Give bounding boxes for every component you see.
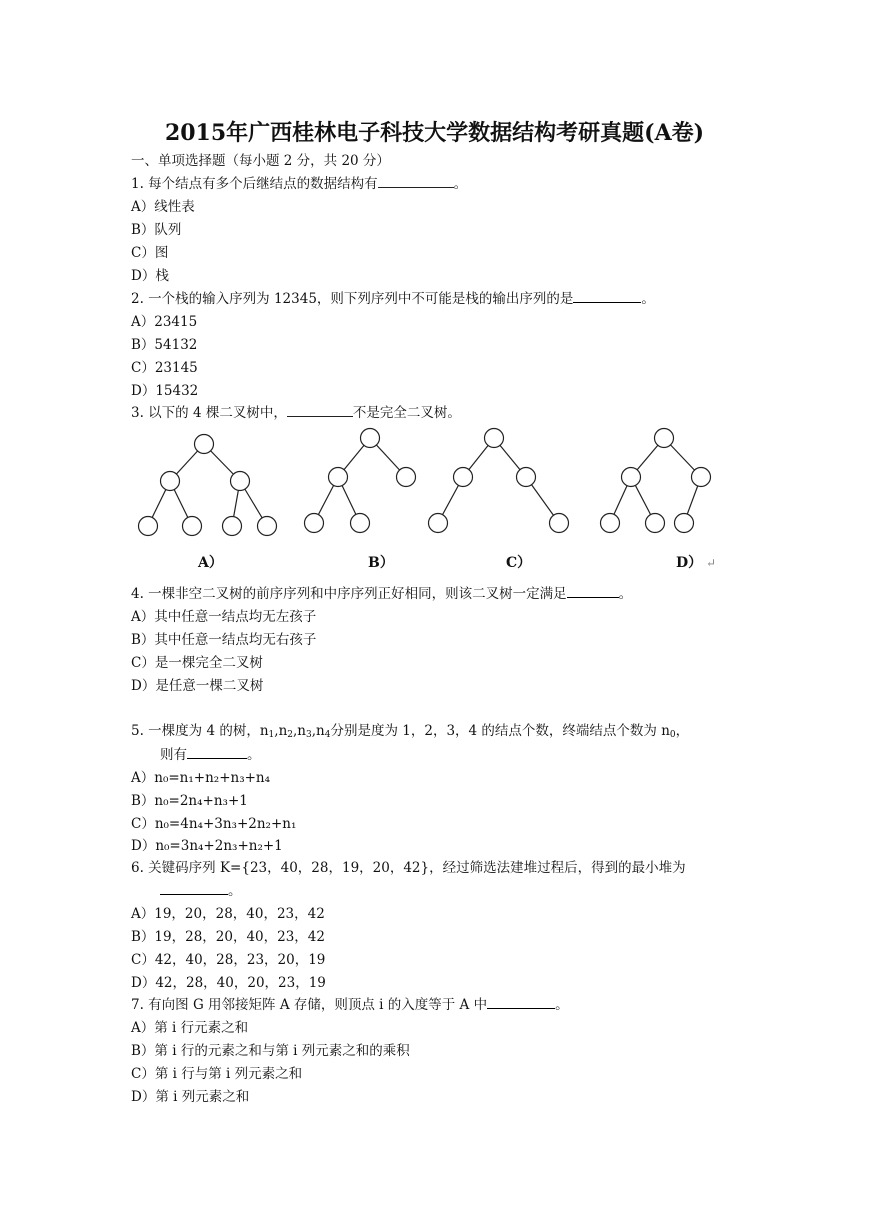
answer-blank	[573, 290, 641, 303]
tree-node	[223, 517, 242, 536]
option-a: A）n₀=n₁+n₂+n₃+n₄	[131, 770, 271, 786]
answer-blank	[187, 746, 247, 759]
tree-node	[655, 429, 674, 448]
option-c: C）第 i 行与第 i 列元素之和	[131, 1066, 303, 1082]
question-2-stem: 2. 一个栈的输入序列为 12345，则下列序列中不可能是栈的输出序列的是 。	[131, 291, 655, 307]
option-b: B）其中任意一结点均无右孩子	[131, 632, 317, 648]
tree-node	[183, 517, 202, 536]
tree-node	[329, 468, 348, 487]
option-a: A）线性表	[131, 199, 195, 215]
tree-node	[429, 514, 448, 533]
tree-node	[485, 429, 504, 448]
tree-b	[305, 429, 416, 533]
answer-blank	[567, 585, 619, 598]
tree-node	[454, 468, 473, 487]
tree-node	[361, 429, 380, 448]
answer-blank	[378, 175, 454, 188]
tree-node	[675, 514, 694, 533]
return-mark-icon: ↵	[706, 556, 717, 570]
tree-node	[195, 435, 214, 454]
tree-label-d: D）	[676, 555, 703, 571]
tree-node	[692, 468, 711, 487]
tree-d	[601, 429, 711, 533]
question-7-stem: 7. 有向图 G 用邻接矩阵 A 存储，则顶点 i 的入度等于 A 中 。	[131, 997, 569, 1013]
question-4-stem: 4. 一棵非空二叉树的前序序列和中序序列正好相同，则该二叉树一定满足 。	[131, 586, 633, 602]
option-c: C）n₀=4n₄+3n₃+2n₂+n₁	[131, 816, 297, 832]
question-5-stem-cont: 则有 。	[160, 747, 261, 763]
option-a: A）19，20，28，40，23，42	[131, 906, 325, 922]
tree-label-b: B）	[368, 555, 394, 571]
question-3-stem: 3. 以下的 4 棵二叉树中， 不是完全二叉树。	[131, 405, 461, 421]
page-title: 2015年广西桂林电子科技大学数据结构考研真题(A卷)	[164, 120, 705, 146]
option-c: C）是一棵完全二叉树	[131, 655, 263, 671]
option-c: C）42，40，28，23，20，19	[131, 952, 326, 968]
tree-node	[231, 472, 250, 491]
question-5-stem: 5. 一棵度为 4 的树，$n_1,n_2,n_3,n_4$分别是度为 1，2，3，4 的结点个数，终端结点个数为 $n_0$，	[131, 723, 690, 740]
option-d: D）是任意一棵二叉树	[131, 678, 264, 694]
option-b: B）队列	[131, 222, 182, 238]
tree-node	[550, 514, 569, 533]
option-d: D）15432	[131, 383, 199, 399]
tree-node	[305, 514, 324, 533]
tree-a	[139, 435, 277, 536]
tree-node	[517, 468, 536, 487]
tree-node	[139, 517, 158, 536]
section-heading: 一、单项选择题（每小题 2 分，共 20 分）	[131, 153, 390, 169]
tree-node	[258, 517, 277, 536]
option-d: D）第 i 列元素之和	[131, 1089, 250, 1105]
binary-trees-figure	[128, 424, 728, 574]
option-b: B）第 i 行的元素之和与第 i 列元素之和的乘积	[131, 1043, 410, 1059]
option-b: B）19，28，20，40，23，42	[131, 929, 325, 945]
tree-c	[429, 429, 569, 533]
answer-blank	[160, 882, 228, 895]
answer-blank	[487, 996, 555, 1009]
option-d: D）n₀=3n₄+2n₃+n₂+1	[131, 838, 283, 854]
tree-node	[161, 472, 180, 491]
question-1-stem: 1. 每个结点有多个后继结点的数据结构有 。	[131, 176, 468, 192]
option-d: D）42，28，40，20，23，19	[131, 975, 326, 991]
tree-node	[351, 514, 370, 533]
question-6-stem-cont: 。	[160, 882, 242, 900]
tree-node	[646, 514, 665, 533]
tree-node	[622, 468, 641, 487]
option-a: A）其中任意一结点均无左孩子	[131, 609, 317, 625]
tree-label-c: C）	[506, 555, 532, 571]
question-6-stem: 6. 关键码序列 K={23，40，28，19，20，42}，经过筛选法建堆过程后，得到的最小堆为	[131, 860, 686, 876]
option-d: D）栈	[131, 268, 169, 284]
tree-node	[601, 514, 620, 533]
option-a: A）23415	[131, 314, 198, 330]
option-c: C）23145	[131, 360, 198, 376]
answer-blank	[287, 404, 353, 417]
option-b: B）n₀=2n₄+n₃+1	[131, 793, 248, 809]
tree-label-a: A）	[198, 555, 223, 571]
option-c: C）图	[131, 245, 169, 261]
tree-node	[397, 468, 416, 487]
option-b: B）54132	[131, 337, 198, 353]
option-a: A）第 i 行元素之和	[131, 1020, 249, 1036]
